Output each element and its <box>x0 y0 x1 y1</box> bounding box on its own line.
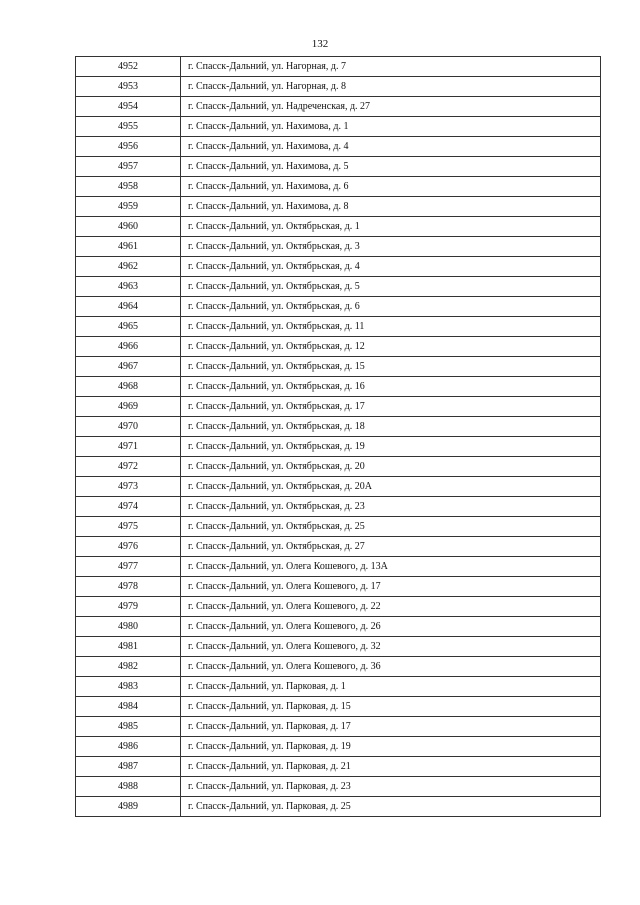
row-number: 4964 <box>76 297 181 317</box>
row-number: 4955 <box>76 117 181 137</box>
row-address: г. Спасск-Дальний, ул. Октябрьская, д. 20А <box>181 477 601 497</box>
row-address: г. Спасск-Дальний, ул. Парковая, д. 23 <box>181 777 601 797</box>
table-row <box>76 697 601 717</box>
table-row <box>76 477 601 497</box>
row-number: 4986 <box>76 737 181 757</box>
table-row <box>76 437 601 457</box>
row-number: 4979 <box>76 597 181 617</box>
row-number: 4974 <box>76 497 181 517</box>
row-address: г. Спасск-Дальний, ул. Парковая, д. 15 <box>181 697 601 717</box>
row-number: 4967 <box>76 357 181 377</box>
table-row <box>76 397 601 417</box>
row-number: 4965 <box>76 317 181 337</box>
table-row <box>76 417 601 437</box>
row-address: г. Спасск-Дальний, ул. Октябрьская, д. 4 <box>181 257 601 277</box>
table-row <box>76 377 601 397</box>
row-number: 4981 <box>76 637 181 657</box>
row-address: г. Спасск-Дальний, ул. Олега Кошевого, д. 32 <box>181 637 601 657</box>
row-address: г. Спасск-Дальний, ул. Октябрьская, д. 3 <box>181 237 601 257</box>
address-table <box>75 56 601 817</box>
row-address: г. Спасск-Дальний, ул. Нагорная, д. 7 <box>181 57 601 77</box>
table-row <box>76 277 601 297</box>
table-row <box>76 737 601 757</box>
row-address: г. Спасск-Дальний, ул. Парковая, д. 25 <box>181 797 601 817</box>
table-row <box>76 497 601 517</box>
row-address: г. Спасск-Дальний, ул. Олега Кошевого, д. 36 <box>181 657 601 677</box>
row-address: г. Спасск-Дальний, ул. Нахимова, д. 6 <box>181 177 601 197</box>
row-number: 4973 <box>76 477 181 497</box>
row-address: г. Спасск-Дальний, ул. Парковая, д. 21 <box>181 757 601 777</box>
table-row <box>76 457 601 477</box>
row-number: 4985 <box>76 717 181 737</box>
row-address: г. Спасск-Дальний, ул. Нахимова, д. 4 <box>181 137 601 157</box>
table-row <box>76 537 601 557</box>
row-number: 4952 <box>76 57 181 77</box>
row-address: г. Спасск-Дальний, ул. Октябрьская, д. 20 <box>181 457 601 477</box>
table-row <box>76 777 601 797</box>
row-number: 4968 <box>76 377 181 397</box>
page-number: 132 <box>311 38 329 50</box>
row-number: 4989 <box>76 797 181 817</box>
row-address: г. Спасск-Дальний, ул. Олега Кошевого, д. 26 <box>181 617 601 637</box>
row-number: 4961 <box>76 237 181 257</box>
table-row <box>76 177 601 197</box>
row-number: 4982 <box>76 657 181 677</box>
row-number: 4960 <box>76 217 181 237</box>
row-address: г. Спасск-Дальний, ул. Октябрьская, д. 16 <box>181 377 601 397</box>
row-address: г. Спасск-Дальний, ул. Нахимова, д. 5 <box>181 157 601 177</box>
table-row <box>76 337 601 357</box>
table-row <box>76 217 601 237</box>
row-number: 4976 <box>76 537 181 557</box>
row-number: 4956 <box>76 137 181 157</box>
table-row <box>76 237 601 257</box>
row-address: г. Спасск-Дальний, ул. Нагорная, д. 8 <box>181 77 601 97</box>
row-number: 4988 <box>76 777 181 797</box>
row-number: 4984 <box>76 697 181 717</box>
table-row <box>76 797 601 817</box>
row-number: 4987 <box>76 757 181 777</box>
row-address: г. Спасск-Дальний, ул. Октябрьская, д. 18 <box>181 417 601 437</box>
table-row <box>76 637 601 657</box>
row-address: г. Спасск-Дальний, ул. Октябрьская, д. 1 <box>181 217 601 237</box>
table-row <box>76 137 601 157</box>
row-number: 4980 <box>76 617 181 637</box>
row-address: г. Спасск-Дальний, ул. Октябрьская, д. 19 <box>181 437 601 457</box>
row-address: г. Спасск-Дальний, ул. Октябрьская, д. 11 <box>181 317 601 337</box>
table-row <box>76 157 601 177</box>
row-address: г. Спасск-Дальний, ул. Октябрьская, д. 6 <box>181 297 601 317</box>
table-row <box>76 677 601 697</box>
table-row <box>76 617 601 637</box>
table-row <box>76 717 601 737</box>
table-row <box>76 297 601 317</box>
table-row <box>76 77 601 97</box>
row-number: 4963 <box>76 277 181 297</box>
row-address: г. Спасск-Дальний, ул. Октябрьская, д. 5 <box>181 277 601 297</box>
row-number: 4977 <box>76 557 181 577</box>
row-number: 4969 <box>76 397 181 417</box>
row-number: 4975 <box>76 517 181 537</box>
table-row <box>76 597 601 617</box>
row-number: 4957 <box>76 157 181 177</box>
row-number: 4970 <box>76 417 181 437</box>
row-number: 4958 <box>76 177 181 197</box>
row-number: 4959 <box>76 197 181 217</box>
row-address: г. Спасск-Дальний, ул. Октябрьская, д. 12 <box>181 337 601 357</box>
row-address: г. Спасск-Дальний, ул. Октябрьская, д. 15 <box>181 357 601 377</box>
row-address: г. Спасск-Дальний, ул. Олега Кошевого, д. 17 <box>181 577 601 597</box>
table-row <box>76 197 601 217</box>
row-address: г. Спасск-Дальний, ул. Октябрьская, д. 25 <box>181 517 601 537</box>
table-row <box>76 757 601 777</box>
row-number: 4962 <box>76 257 181 277</box>
row-address: г. Спасск-Дальний, ул. Парковая, д. 1 <box>181 677 601 697</box>
table-row <box>76 57 601 77</box>
row-address: г. Спасск-Дальний, ул. Парковая, д. 17 <box>181 717 601 737</box>
table-row <box>76 117 601 137</box>
row-address: г. Спасск-Дальний, ул. Олега Кошевого, д. 13А <box>181 557 601 577</box>
table-row <box>76 97 601 117</box>
row-address: г. Спасск-Дальний, ул. Парковая, д. 19 <box>181 737 601 757</box>
row-address: г. Спасск-Дальний, ул. Октябрьская, д. 17 <box>181 397 601 417</box>
table-row <box>76 557 601 577</box>
row-number: 4983 <box>76 677 181 697</box>
row-address: г. Спасск-Дальний, ул. Олега Кошевого, д. 22 <box>181 597 601 617</box>
table-row <box>76 657 601 677</box>
row-number: 4978 <box>76 577 181 597</box>
row-number: 4972 <box>76 457 181 477</box>
table-row <box>76 577 601 597</box>
table-row <box>76 257 601 277</box>
row-address: г. Спасск-Дальний, ул. Надреченская, д. 27 <box>181 97 601 117</box>
row-address: г. Спасск-Дальний, ул. Нахимова, д. 1 <box>181 117 601 137</box>
row-number: 4954 <box>76 97 181 117</box>
row-number: 4953 <box>76 77 181 97</box>
row-number: 4971 <box>76 437 181 457</box>
row-address: г. Спасск-Дальний, ул. Нахимова, д. 8 <box>181 197 601 217</box>
row-number: 4966 <box>76 337 181 357</box>
table-body <box>76 57 601 817</box>
table-row <box>76 517 601 537</box>
row-address: г. Спасск-Дальний, ул. Октябрьская, д. 27 <box>181 537 601 557</box>
table-row <box>76 357 601 377</box>
row-address: г. Спасск-Дальний, ул. Октябрьская, д. 23 <box>181 497 601 517</box>
table-row <box>76 317 601 337</box>
